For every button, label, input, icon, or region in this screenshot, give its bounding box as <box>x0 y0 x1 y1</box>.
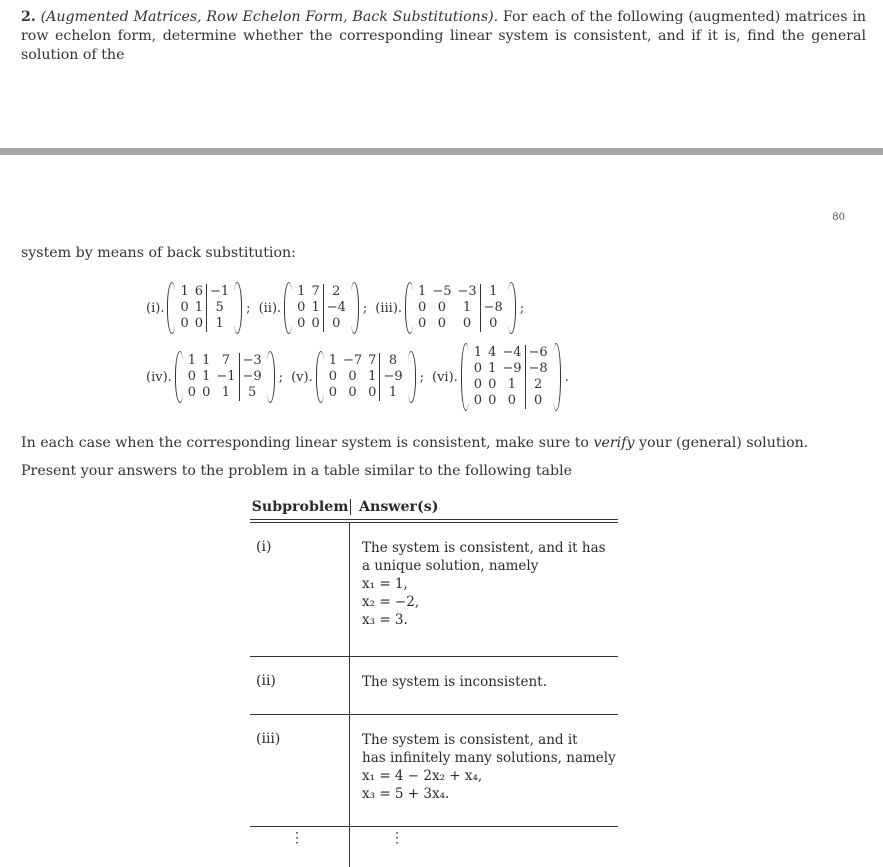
matrix-label: (ii). <box>258 300 282 316</box>
matrix-entry: −1 <box>216 369 236 384</box>
matrix-entry: 0 <box>437 300 447 315</box>
matrix-entry: 0 <box>348 369 357 384</box>
matrix-entry: −7 <box>342 353 363 368</box>
table-row <box>250 715 618 827</box>
matrix-entry-augmented: −9 <box>239 369 265 385</box>
answer-line: The system is consistent, and it <box>362 732 578 748</box>
matrix-entry: 1 <box>488 361 497 376</box>
matrix-entry-augmented: −4 <box>323 300 349 316</box>
header-subproblem: Subproblem <box>250 499 351 515</box>
matrix-label: (v). <box>291 369 313 385</box>
augmented-matrix <box>316 353 416 401</box>
matrix-entry: 1 <box>311 300 320 315</box>
matrix-separator: ; <box>246 300 251 316</box>
matrix-entry: 0 <box>328 369 337 384</box>
matrix-entry: 0 <box>488 393 497 408</box>
matrix-entry-augmented: −6 <box>525 345 551 361</box>
matrix-separator: ; <box>519 300 525 316</box>
augmented-matrix <box>461 345 561 409</box>
answer-cell <box>350 657 547 714</box>
matrix-entry: 0 <box>473 361 483 376</box>
problem-statement <box>21 8 866 65</box>
answer-line: x₃ = 5 + 3x₄. <box>362 786 450 802</box>
matrix-label: (vi). <box>432 369 458 385</box>
matrix-entry: 0 <box>180 316 189 331</box>
matrix-entry-augmented: −8 <box>480 300 506 316</box>
matrix-entry: 0 <box>418 300 427 315</box>
matrix-entry: 0 <box>311 316 320 331</box>
matrix-entry: 7 <box>311 284 320 299</box>
answer-line: x₁ = 1, <box>362 576 408 592</box>
matrix-entry-augmented: 8 <box>380 353 406 369</box>
matrix-entry: 0 <box>488 377 497 392</box>
matrix-entry: −5 <box>432 284 452 299</box>
matrix-entry: −4 <box>502 345 522 360</box>
augmented-matrix <box>284 284 359 332</box>
matrix-entry-augmented: 2 <box>525 377 551 393</box>
matrix-entry: 1 <box>194 300 203 315</box>
subproblem-cell: (i) <box>250 523 350 656</box>
answer-line: x₁ = 4 − 2x₂ + x₄, <box>362 768 483 784</box>
matrix-entry-augmented: −8 <box>525 361 551 377</box>
matrix-separator: ; <box>362 300 368 316</box>
matrix-entry: 1 <box>180 284 189 299</box>
matrix-entry: 6 <box>194 284 203 299</box>
matrix-entry: 0 <box>473 377 483 392</box>
matrix-entry: 1 <box>202 353 211 368</box>
matrix-entry: 0 <box>473 393 483 408</box>
table-header <box>250 495 618 519</box>
matrix-entry-augmented: 5 <box>207 300 233 316</box>
answer-line: has infinitely many solutions, namely <box>362 750 616 766</box>
matrix-entry: 0 <box>194 316 203 331</box>
matrix-separator: . <box>564 369 569 385</box>
matrix-entry-augmented: −1 <box>207 284 233 300</box>
problem-title: (Augmented Matrices, Row Echelon Form, Back Substitutions). <box>40 9 499 25</box>
page-number: 80 <box>832 212 845 223</box>
matrix-entry: 4 <box>488 345 497 360</box>
matrix-entry: 0 <box>297 300 306 315</box>
header-answers: Answer(s) <box>359 499 439 515</box>
matrix-entry-augmented: 0 <box>480 316 506 332</box>
matrix-separator: ; <box>419 369 424 385</box>
augmented-matrix <box>405 284 516 332</box>
matrix-entry: 1 <box>297 284 306 299</box>
verify-text-post: your (general) solution. <box>634 435 809 451</box>
matrix-entry: 1 <box>473 345 483 360</box>
answer-line: The system is inconsistent. <box>362 674 547 690</box>
augmented-matrix <box>167 284 242 332</box>
matrix-entry-augmented: 2 <box>323 284 349 300</box>
answer-line: x₂ = −2, <box>362 594 420 610</box>
matrix-entry: 0 <box>507 393 517 408</box>
matrix-entry: 0 <box>187 385 197 400</box>
matrix-entry-augmented: 5 <box>239 385 265 401</box>
answer-cell <box>350 827 404 867</box>
problem-body: For each of the following (augmented) matrices in row echelon form, determine whether the corresponding linear system is consistent, and if it is, find the general solution of the <box>21 9 867 63</box>
intro-text: system by means of back substitution: <box>21 245 296 261</box>
matrix-entry: 0 <box>348 385 357 400</box>
answer-table <box>250 495 618 867</box>
matrix-entry: 1 <box>507 377 517 392</box>
matrix-entry-augmented: −9 <box>380 369 406 385</box>
matrix-entry: 0 <box>418 316 427 331</box>
matrix-label: (i). <box>146 300 165 316</box>
verify-text-pre: In each case when the corresponding linear system is consistent, make sure to <box>21 435 594 451</box>
problem-number: 2. <box>21 9 36 25</box>
matrix-separator: ; <box>278 369 284 385</box>
subproblem-cell: (ii) <box>250 657 350 714</box>
matrix-entry: 0 <box>180 300 189 315</box>
matrix-entry: 0 <box>437 316 447 331</box>
matrix-entry: 1 <box>418 284 427 299</box>
matrix-entry-augmented: −3 <box>239 353 265 369</box>
matrix-label: (iii). <box>375 300 403 316</box>
answer-cell <box>350 715 616 826</box>
matrix-entry: 0 <box>368 385 377 400</box>
matrix-entry-augmented: 0 <box>525 393 551 409</box>
matrix-entry: 0 <box>328 385 337 400</box>
table-row <box>250 827 618 867</box>
answer-line: x₃ = 3. <box>362 612 408 628</box>
matrix-entry: 1 <box>328 353 337 368</box>
matrix-entry-augmented: 1 <box>380 385 406 401</box>
matrix-entry: 1 <box>202 369 211 384</box>
answer-line: ⋮ <box>390 830 404 846</box>
page-separator <box>0 148 883 155</box>
table-body <box>250 523 618 867</box>
verify-emphasis: verify <box>593 435 635 451</box>
matrix-entry: −3 <box>457 284 477 299</box>
matrix-entry: 1 <box>221 385 231 400</box>
matrix-entry: 1 <box>187 353 197 368</box>
subproblem-cell: ⋮ <box>250 827 350 867</box>
matrix-entry: 0 <box>202 385 211 400</box>
present-instruction: Present your answers to the problem in a table similar to the following table <box>21 463 573 479</box>
matrix-entry-augmented: 1 <box>480 284 506 300</box>
matrix-entry: 0 <box>187 369 197 384</box>
matrix-entry: −9 <box>502 361 522 376</box>
matrix-entry: 1 <box>368 369 377 384</box>
augmented-matrix <box>175 353 275 401</box>
matrix-entry-augmented: 1 <box>207 316 233 332</box>
matrix-label: (iv). <box>146 369 172 385</box>
matrix-entry: 0 <box>462 316 472 331</box>
subproblem-cell: (iii) <box>250 715 350 826</box>
matrix-entry: 7 <box>221 353 231 368</box>
matrix-entry: 1 <box>462 300 472 315</box>
table-row <box>250 523 618 657</box>
matrix-entry: 0 <box>297 316 306 331</box>
matrix-row-1 <box>146 284 532 332</box>
answer-line: a unique solution, namely <box>362 558 539 574</box>
matrix-row-2 <box>146 345 577 409</box>
answer-line: The system is consistent, and it has <box>362 540 606 556</box>
table-row <box>250 657 618 715</box>
verify-instruction <box>21 435 808 451</box>
answer-cell <box>350 523 606 656</box>
page-top <box>0 0 883 148</box>
matrix-entry-augmented: 0 <box>323 316 349 332</box>
matrix-entry: 7 <box>368 353 377 368</box>
